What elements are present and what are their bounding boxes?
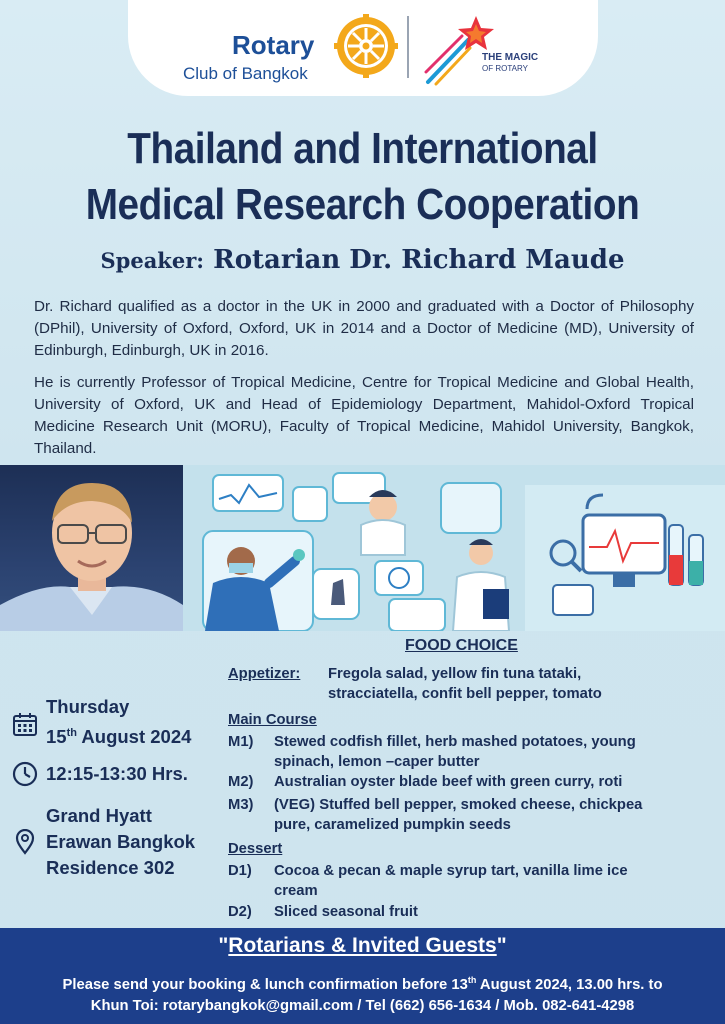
magic-of-rotary-logo-text bbox=[482, 52, 538, 74]
event-time: 12:15-13:30 Hrs. bbox=[46, 763, 188, 784]
dessert-1-line-2: cream bbox=[274, 883, 318, 899]
main-code-2: M2) bbox=[228, 774, 254, 790]
speaker-name: Rotarian Dr. Richard Maude bbox=[213, 245, 625, 275]
quote-close: " bbox=[496, 934, 507, 957]
bio-paragraph-2: He is currently Professor of Tropical Medicine, Centre for Tropical Medicine and Global Health, University of Oxford, UK and Head of Epidemiology Department, Mahidol-Oxford Tropical Medicine Research Unit (MORU), Faculty of Tropical Medicine, Mahidol University, Bangkok, Thailand. bbox=[34, 374, 694, 457]
logo-divider bbox=[407, 16, 409, 78]
main-code-1: M1) bbox=[228, 734, 254, 750]
appetizer-label: Appetizer: bbox=[228, 666, 301, 682]
club-name: Club of Bangkok bbox=[183, 64, 308, 83]
main-3-line-1: (VEG) Stuffed bell pepper, smoked cheese, chickpea bbox=[274, 797, 643, 813]
appetizer-line-2: stracciatella, confit bell pepper, tomato bbox=[328, 686, 602, 702]
page-title-line2: Medical Research Cooperation bbox=[85, 180, 640, 229]
event-day: Thursday bbox=[46, 696, 130, 717]
food-choice-heading: FOOD CHOICE bbox=[405, 637, 518, 654]
main-1-line-1: Stewed codfish fillet, herb mashed potatoes, young bbox=[274, 734, 636, 750]
event-date-month-year: August 2024 bbox=[76, 726, 192, 748]
booking-line-1a: Please send your booking & lunch confirmation before 13 bbox=[62, 976, 468, 993]
booking-line-1b: August 2024, 13.00 hrs. to bbox=[476, 976, 663, 993]
booking-line-1-suffix: th bbox=[467, 975, 477, 985]
dessert-2-line-1: Sliced seasonal fruit bbox=[274, 904, 418, 920]
speaker-label: Speaker: bbox=[100, 248, 205, 273]
medical-research-illustration bbox=[183, 465, 725, 631]
dessert-label: Dessert bbox=[228, 841, 283, 857]
speaker-line bbox=[0, 245, 725, 275]
quote-open: " bbox=[218, 934, 229, 957]
dessert-1-line-1: Cocoa & pecan & maple syrup tart, vanilla lime ice bbox=[274, 863, 628, 879]
dessert-code-2: D2) bbox=[228, 904, 252, 920]
speaker-portrait-image bbox=[0, 465, 183, 631]
dessert-code-1: D1) bbox=[228, 863, 252, 879]
event-date-number: 15 bbox=[46, 726, 67, 748]
event-date-suffix: th bbox=[66, 727, 77, 739]
bio-paragraph-1: Dr. Richard qualified as a doctor in the UK in 2000 and graduated with a Doctor of Philosophy (DPhil), University of Oxford, Oxford, UK in 2014 and a Doctor of Medicine (MD), University of Edinburgh, Edinburgh, UK in 2016. bbox=[34, 298, 694, 359]
booking-contact-line: Khun Toi: rotarybangkok@gmail.com / Tel (662) 656-1634 / Mob. 082-641-4298 bbox=[90, 998, 635, 1014]
location-pin-icon bbox=[12, 829, 38, 855]
appetizer-line-1: Fregola salad, yellow fin tuna tataki, bbox=[328, 666, 582, 682]
main-course-label: Main Course bbox=[228, 712, 317, 728]
booking-line-1 bbox=[0, 975, 725, 993]
main-1-line-2: spinach, lemon –caper butter bbox=[274, 754, 480, 770]
venue-line-2: Erawan Bangkok bbox=[46, 831, 196, 852]
audience-text: Rotarians & Invited Guests bbox=[228, 934, 497, 957]
magic-line1: THE MAGIC bbox=[482, 52, 539, 63]
magic-line2: OF ROTARY bbox=[482, 64, 528, 73]
magic-star-icon bbox=[424, 14, 498, 86]
main-2-line-1: Australian oyster blade beef with green curry, roti bbox=[274, 774, 623, 790]
venue-line-3: Residence 302 bbox=[46, 857, 175, 878]
main-3-line-2: pure, caramelized pumpkin seeds bbox=[274, 817, 511, 833]
page-title-line1: Thailand and International bbox=[127, 124, 598, 173]
rotary-wheel-icon bbox=[334, 14, 398, 78]
main-code-3: M3) bbox=[228, 797, 254, 813]
rotary-wordmark: Rotary bbox=[232, 30, 315, 60]
clock-icon bbox=[12, 761, 38, 787]
event-date bbox=[46, 720, 191, 750]
venue-line-1: Grand Hyatt bbox=[46, 805, 152, 826]
audience-heading bbox=[0, 934, 725, 958]
speaker-photo bbox=[0, 465, 183, 631]
calendar-icon bbox=[12, 711, 38, 737]
